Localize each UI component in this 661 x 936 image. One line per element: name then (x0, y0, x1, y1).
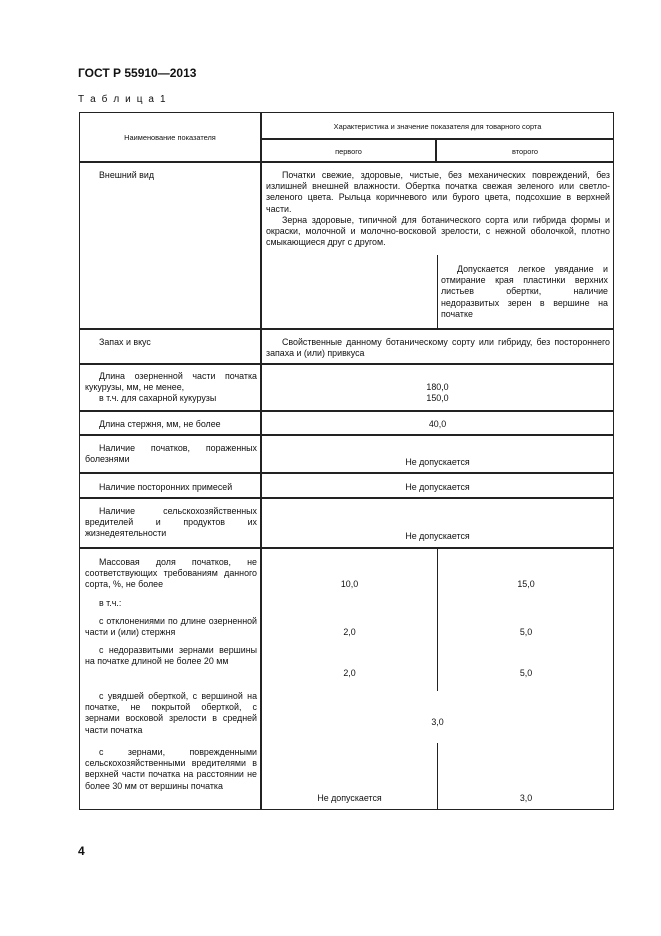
row-mass-name-cell (79, 548, 261, 810)
row-mass-values-cell (261, 548, 614, 810)
standard-header: ГОСТ Р 55910—2013 (78, 66, 197, 80)
row-stem-value: 40,0 (428, 419, 447, 429)
header-char-cell (261, 112, 614, 139)
mass-value-grade1: 10,0 (340, 579, 359, 589)
row-appearance-name-cell (79, 162, 261, 329)
row-mass-wilted-name: с увядшей оберткой, с вершиной на початке, не покрытой оберткой, с зернами восковой зрелости в средней части початка (85, 691, 257, 735)
row-length-value-2: 150,0 (426, 393, 449, 403)
page-number: 4 (78, 844, 85, 858)
mass-damaged-grade1: Не допускается (317, 793, 382, 803)
row-mass-damaged-name: с зернами, поврежденными сельскохозяйственными вредителями в верхней части початка на расстоянии не более 30 мм от вершины початка (85, 747, 257, 791)
row-mass-deviation-name: с отклонениями по длине озерненной части и (или) стержня (85, 616, 257, 638)
mass-deviation-grade2: 5,0 (519, 627, 533, 637)
row-stem-value-cell (261, 411, 614, 435)
row-impurities-value-cell (261, 473, 614, 498)
mass-underdev-grade1: 2,0 (343, 668, 356, 678)
header-name-cell (79, 112, 261, 162)
header-grade2-cell (436, 139, 614, 162)
row-length-value-cell (261, 364, 614, 411)
row-diseased-value: Не допускается (405, 457, 470, 467)
row-impurities-name-cell (79, 473, 261, 498)
row-length-name: Длина озерненной части початка кукурузы, мм, не менее, (85, 371, 257, 393)
row-appearance-name: Внешний вид (99, 170, 155, 180)
row-length-value-1: 180,0 (426, 382, 449, 392)
header-grade2-label: второго (511, 147, 539, 156)
appearance-grade-divider (437, 255, 438, 328)
row-length-name-cell (79, 364, 261, 411)
row-diseased-name: Наличие початков, пораженных болезнями (85, 443, 257, 465)
mass-value-grade2: 15,0 (517, 579, 535, 589)
row-impurities-name: Наличие посторонних примесей (99, 482, 233, 492)
header-grade1-label: первого (335, 147, 362, 156)
header-char-label: Характеристика и значение показателя для товарного сорта (333, 122, 542, 131)
row-smell-name: Запах и вкус (99, 337, 151, 347)
row-smell-name-cell (79, 329, 261, 364)
row-pests-name-cell (79, 498, 261, 548)
mass-deviation-grade1: 2,0 (343, 627, 356, 637)
header-name-label: Наименование показателя (124, 133, 216, 142)
mass-damaged-grade2: 3,0 (519, 793, 533, 803)
row-stem-name: Длина стержня, мм, не более (99, 419, 221, 429)
row-pests-name: Наличие сельскохозяйственных вредителей и продуктов их жизнедеятельности (85, 506, 257, 539)
row-pests-value-cell (261, 498, 614, 548)
row-length-sub: в т.ч. для сахарной кукурузы (99, 393, 217, 403)
appearance-grade2-text: Допускается легкое увядание и отмирание края пластинки верхних листьев обертки, наличие недоразвитых зерен в вершине на початке (441, 264, 608, 319)
row-diseased-name-cell (79, 435, 261, 473)
row-mass-underdev-name: с недоразвитыми зернами вершины на початке длиной не более 20 мм (85, 645, 257, 667)
row-pests-value: Не допускается (405, 531, 470, 541)
header-grade1-cell (261, 139, 436, 162)
row-mass-incl: в т.ч.: (99, 598, 122, 608)
row-appearance-value-cell (261, 162, 614, 329)
row-diseased-value-cell (261, 435, 614, 473)
row-impurities-value: Не допускается (405, 482, 470, 492)
requirements-table (79, 112, 614, 810)
mass-underdev-grade2: 5,0 (519, 668, 533, 678)
row-smell-value: Свойственные данному ботаническому сорту или гибриду, без постороннего запаха и (или) привкуса (266, 337, 610, 359)
appearance-text-2: Зерна здоровые, типичной для ботанического сорта или гибрида формы и окраски, молочной и молочно-восковой зрелости, с нежной оболочкой, плотно смыкающиеся друг с другом. (266, 215, 610, 248)
mass-wilted-value: 3,0 (431, 717, 444, 727)
row-smell-value-cell (261, 329, 614, 364)
table-caption: Т а б л и ц а 1 (78, 94, 168, 105)
appearance-text-1: Початки свежие, здоровые, чистые, без механических повреждений, без излишней внешней влажности. Обертка початка свежая зеленого или светло-зеленого цвета. Рыльца коричневого или бурого цвета, подсохшие в верхней части. (266, 170, 610, 214)
row-mass-name: Массовая доля початков, не соответствующих требованиям данного сорта, %, не более (85, 557, 257, 590)
row-stem-name-cell (79, 411, 261, 435)
